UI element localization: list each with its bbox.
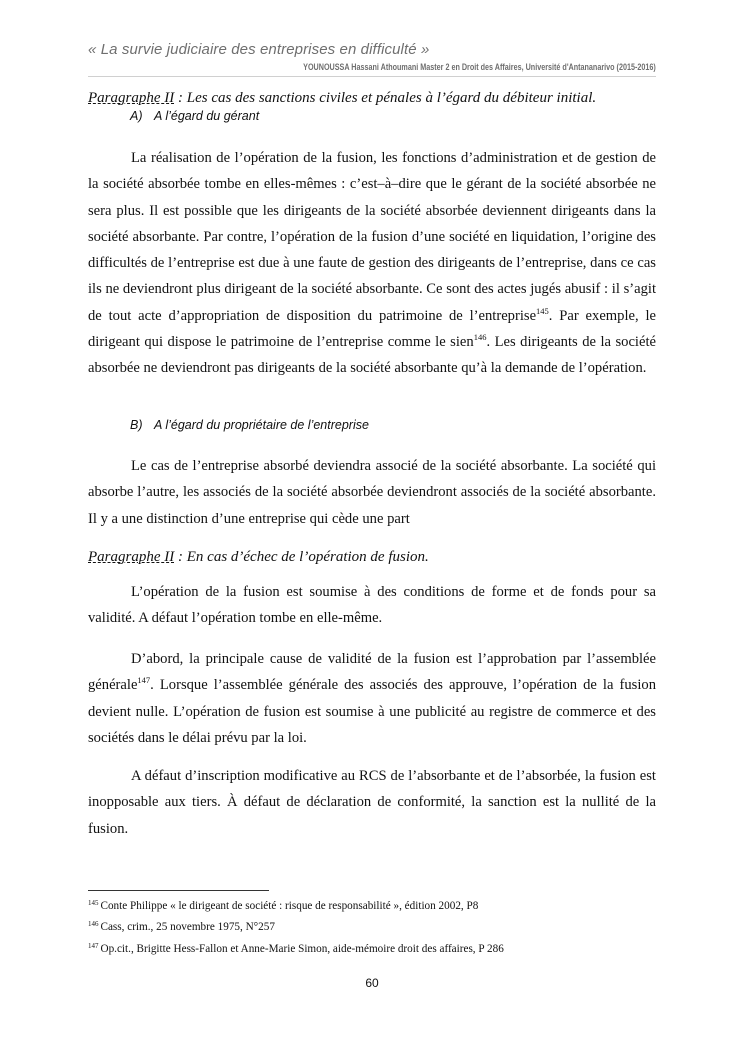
footnote-ref-145[interactable]: 145: [536, 305, 549, 316]
footnote-number: 145: [88, 899, 99, 907]
subheading-a: [130, 107, 259, 125]
footnote-text: Cass, crim., 25 novembre 1975, N°257: [100, 921, 275, 933]
section-heading-paragraphe-ii-echec: [88, 547, 656, 567]
footnote-text: Op.cit., Brigitte Hess-Fallon et Anne-Marie Simon, aide-mémoire droit des affaires, P 286: [100, 943, 504, 955]
running-header-title: « La survie judiciaire des entreprises en difficulté »: [88, 41, 430, 58]
paragraph-gerant-part1: La réalisation de l’opération de la fusion, les fonctions d’administration et de gestion de la société absorbée tombe en elles-mêmes : c’est–à–dire que le gérant de la société absorbée ne sera plus. Il est possible que les dirigeants de la société absorbée deviennent dirigeants dans la société absorbante. Par contre, l’opération de la fusion d’une société en liquidation, l’origine des difficultés de l’entreprise est due à une faute de gestion des dirigeants de l’entreprise, dans ce cas ils ne deviendront plus dirigeant de la société absorbante. Ce sont des actes jugés abusif : il s’agit de tout acte d’appropriation de disposition du patrimoine de l’entreprise: [88, 150, 656, 324]
footnote-ref-146[interactable]: 146: [473, 332, 487, 343]
paragraph-gerant: [88, 145, 656, 382]
paragraph-inscription: A défaut d’inscription modificative au RCS de l’absorbante et de l’absorbée, la fusion est inopposable aux tiers. À défaut de déclaration de conformité, la sanction est la nullité de la fusion.: [88, 768, 656, 837]
footnote-146: [88, 920, 656, 934]
section-heading-label: Paragraphe II: [88, 549, 175, 565]
section-heading-paragraphe-ii-sanctions: [88, 88, 656, 108]
subheading-b: [130, 416, 369, 434]
subheading-a-label: A l’égard du gérant: [154, 109, 260, 123]
paragraph-gerant-part3: . Les dirigeants de la société absorbée ne deviendront pas dirigeants de la société absorbante qu’à la demande de l’opération.: [88, 334, 657, 377]
footnote-number: 147: [88, 942, 99, 950]
footnote-145: [88, 899, 656, 913]
footnote-ref-147[interactable]: 147: [137, 675, 151, 686]
paragraph-conditions: L’opération de la fusion est soumise à des conditions de forme et de fonds pour sa validité. A défaut l’opération tombe en elle-même.: [88, 584, 656, 627]
footnote-divider: [88, 890, 269, 891]
running-header-author: YOUNOUSSA Hassani Athoumani Master 2 en Droit des Affaires, Université d'Antananarivo (2015-2016): [303, 62, 656, 72]
section-heading-label: Paragraphe II: [88, 90, 175, 106]
paragraph-gerant-part2: . Par exemple, le dirigeant qui dispose le patrimoine de l’entreprise comme le sien: [88, 307, 656, 351]
paragraph-approbation-part2: . Lorsque l’assemblée générale des associés des approuve, l’opération de la fusion devient nulle. L’opération de fusion est soumise à une publicité au registre de commerce et des sociétés dans le délai prévu par la loi.: [88, 677, 656, 746]
footnote-147: [88, 942, 656, 956]
subheading-a-number: A): [130, 109, 143, 123]
footnote-text: Conte Philippe « le dirigeant de société : risque de responsabilité », édition 2002, P8: [100, 900, 479, 912]
subheading-b-label: A l’égard du propriétaire de l’entreprise: [154, 418, 369, 432]
footnote-number: 146: [88, 920, 99, 928]
paragraph-approbation-part1: D’abord, la principale cause de validité de la fusion est l’approbation par l’assemblée générale: [88, 651, 656, 694]
section-heading-text: : En cas d’échec de l’opération de fusion.: [174, 549, 429, 565]
page-number: 60: [365, 976, 379, 990]
paragraph-proprietaire: Le cas de l’entreprise absorbé deviendra associé de la société absorbante. La société qui absorbe l’autre, les associés de la société absorbée deviendront associés de la société absorbante. Il y a une distinction d’une entreprise qui cède une part: [88, 458, 656, 527]
section-heading-text: : Les cas des sanctions civiles et pénales à l’égard du débiteur initial.: [174, 90, 597, 106]
paragraph-approbation: [88, 646, 656, 751]
subheading-b-number: B): [130, 418, 143, 432]
header-divider: [88, 76, 656, 77]
